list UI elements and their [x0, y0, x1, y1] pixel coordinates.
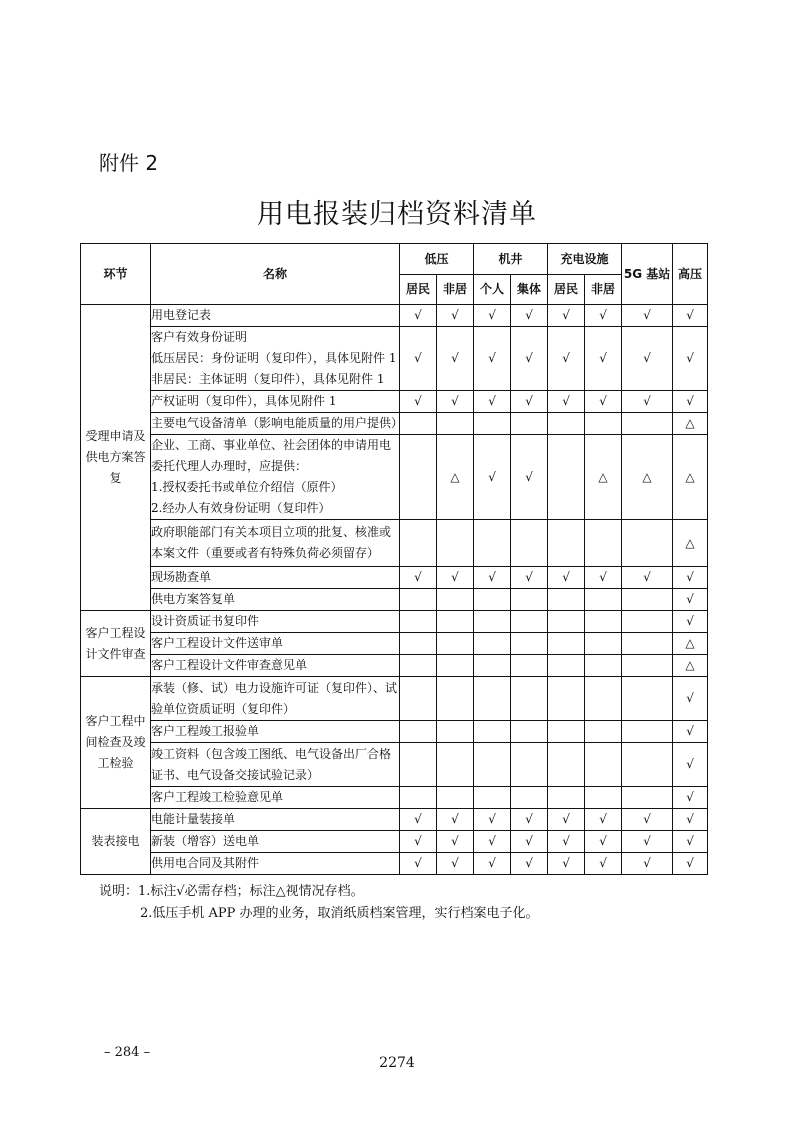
mark-cell: [622, 721, 673, 743]
mark-cell: √: [400, 831, 437, 853]
mark-cell: [548, 655, 585, 677]
item-name: 用电登记表: [151, 305, 400, 327]
mark-cell: [585, 677, 622, 721]
mark-cell: √: [437, 391, 474, 413]
mark-cell: √: [474, 305, 511, 327]
mark-cell: [622, 743, 673, 787]
table-row: [81, 567, 708, 589]
mark-cell: [474, 787, 511, 809]
table-row: [81, 787, 708, 809]
subheader-resident: 居民: [548, 275, 585, 305]
mark-cell: √: [474, 435, 511, 520]
mark-cell: √: [474, 567, 511, 589]
mark-cell: √: [474, 391, 511, 413]
mark-cell: √: [673, 831, 708, 853]
mark-cell: √: [622, 327, 673, 391]
mark-cell: [548, 677, 585, 721]
table-row: [81, 633, 708, 655]
mark-cell: √: [673, 677, 708, 721]
item-name: 企业、工商、事业单位、社会团体的申请用电委托代理人办理时，应提供： 1.授权委托书或单位介绍信（原件） 2.经办人有效身份证明（复印件）: [151, 435, 400, 520]
mark-cell: [548, 787, 585, 809]
mark-cell: [437, 743, 474, 787]
mark-cell: [548, 520, 585, 567]
mark-cell: √: [673, 391, 708, 413]
table-row: [81, 853, 708, 875]
mark-cell: [511, 743, 548, 787]
mark-cell: [585, 413, 622, 435]
mark-cell: √: [400, 809, 437, 831]
mark-cell: √: [511, 327, 548, 391]
mark-cell: △: [585, 435, 622, 520]
mark-cell: [474, 413, 511, 435]
mark-cell: √: [548, 391, 585, 413]
mark-cell: √: [585, 391, 622, 413]
mark-cell: √: [673, 743, 708, 787]
mark-cell: [622, 589, 673, 611]
mark-cell: [585, 589, 622, 611]
mark-cell: △: [622, 435, 673, 520]
table-row: [81, 413, 708, 435]
mark-cell: √: [622, 831, 673, 853]
section-cell: 客户工程中间检查及竣工检验: [81, 677, 151, 809]
mark-cell: [585, 633, 622, 655]
mark-cell: [474, 655, 511, 677]
subheader-individual: 个人: [474, 275, 511, 305]
table-row: [81, 743, 708, 787]
mark-cell: [548, 435, 585, 520]
table-row: [81, 327, 708, 391]
item-name: 电能计量装接单: [151, 809, 400, 831]
mark-cell: [585, 655, 622, 677]
mark-cell: √: [548, 305, 585, 327]
note-line-2: 2.低压手机 APP 办理的业务，取消纸质档案管理，实行档案电子化。: [140, 906, 539, 921]
mark-cell: △: [673, 435, 708, 520]
section-cell: 客户工程设计文件审查: [81, 611, 151, 677]
item-name: 供电方案答复单: [151, 589, 400, 611]
item-name: 现场勘查单: [151, 567, 400, 589]
mark-cell: [437, 589, 474, 611]
mark-cell: [622, 413, 673, 435]
mark-cell: [585, 520, 622, 567]
page-number-outer: 2274: [379, 1055, 415, 1071]
item-name: 客户工程设计文件审查意见单: [151, 655, 400, 677]
table-row: [81, 520, 708, 567]
table-row: [81, 721, 708, 743]
mark-cell: [511, 520, 548, 567]
mark-cell: √: [548, 831, 585, 853]
mark-cell: [400, 413, 437, 435]
mark-cell: [511, 677, 548, 721]
subheader-non-resident: 非居: [437, 275, 474, 305]
mark-cell: [437, 413, 474, 435]
mark-cell: △: [673, 520, 708, 567]
mark-cell: [548, 589, 585, 611]
item-name: 供用电合同及其附件: [151, 853, 400, 875]
mark-cell: √: [511, 435, 548, 520]
mark-cell: √: [548, 327, 585, 391]
mark-cell: √: [585, 831, 622, 853]
table-row: [81, 677, 708, 721]
mark-cell: √: [511, 391, 548, 413]
mark-cell: √: [673, 589, 708, 611]
table-row: [81, 831, 708, 853]
mark-cell: [622, 677, 673, 721]
header-group-5g: 5G 基站: [622, 244, 673, 305]
item-name: 新装（增容）送电单: [151, 831, 400, 853]
header-group-low-voltage: 低压: [400, 244, 474, 275]
mark-cell: √: [548, 853, 585, 875]
mark-cell: [511, 655, 548, 677]
mark-cell: [622, 633, 673, 655]
mark-cell: [511, 787, 548, 809]
mark-cell: √: [437, 567, 474, 589]
mark-cell: √: [400, 567, 437, 589]
archive-checklist-table: [80, 243, 708, 875]
mark-cell: △: [437, 435, 474, 520]
mark-cell: [400, 435, 437, 520]
table-row: [81, 655, 708, 677]
mark-cell: [437, 677, 474, 721]
mark-cell: [437, 655, 474, 677]
mark-cell: [622, 520, 673, 567]
mark-cell: √: [511, 305, 548, 327]
mark-cell: √: [673, 327, 708, 391]
item-name: 客户工程竣工报验单: [151, 721, 400, 743]
mark-cell: [511, 633, 548, 655]
header-group-charging: 充电设施: [548, 244, 622, 275]
mark-cell: [511, 413, 548, 435]
note-line-1: 说明：1.标注√必需存档；标注△视情况存档。: [99, 884, 364, 899]
table-row: [81, 809, 708, 831]
mark-cell: △: [673, 413, 708, 435]
mark-cell: √: [673, 305, 708, 327]
item-name: 承装（修、试）电力设施许可证（复印件）、试验单位资质证明（复印件）: [151, 677, 400, 721]
mark-cell: √: [437, 853, 474, 875]
mark-cell: √: [437, 327, 474, 391]
mark-cell: √: [474, 327, 511, 391]
mark-cell: √: [400, 853, 437, 875]
mark-cell: [548, 743, 585, 787]
mark-cell: [474, 677, 511, 721]
mark-cell: [474, 611, 511, 633]
item-name: 竣工资料（包含竣工图纸、电气设备出厂合格证书、电气设备交接试验记录）: [151, 743, 400, 787]
mark-cell: [400, 721, 437, 743]
section-cell: 受理申请及供电方案答复: [81, 305, 151, 611]
mark-cell: √: [548, 567, 585, 589]
mark-cell: √: [437, 305, 474, 327]
mark-cell: [585, 743, 622, 787]
table-row: [81, 589, 708, 611]
mark-cell: △: [673, 633, 708, 655]
mark-cell: √: [585, 567, 622, 589]
mark-cell: √: [622, 853, 673, 875]
mark-cell: √: [400, 391, 437, 413]
mark-cell: √: [585, 809, 622, 831]
mark-cell: [474, 721, 511, 743]
mark-cell: √: [622, 809, 673, 831]
mark-cell: √: [548, 809, 585, 831]
table-row: [81, 305, 708, 327]
mark-cell: √: [400, 327, 437, 391]
mark-cell: [585, 721, 622, 743]
mark-cell: [400, 655, 437, 677]
mark-cell: [400, 589, 437, 611]
mark-cell: √: [511, 831, 548, 853]
mark-cell: [622, 787, 673, 809]
header-group-well: 机井: [474, 244, 548, 275]
mark-cell: √: [622, 567, 673, 589]
mark-cell: [474, 743, 511, 787]
mark-cell: √: [511, 809, 548, 831]
mark-cell: [548, 633, 585, 655]
item-name: 客户工程设计文件送审单: [151, 633, 400, 655]
mark-cell: √: [673, 721, 708, 743]
item-name: 政府职能部门有关本项目立项的批复、核准或本案文件（重要或者有特殊负荷必须留存）: [151, 520, 400, 567]
mark-cell: △: [673, 655, 708, 677]
mark-cell: √: [673, 611, 708, 633]
mark-cell: [474, 633, 511, 655]
mark-cell: [400, 787, 437, 809]
mark-cell: [474, 520, 511, 567]
mark-cell: √: [400, 305, 437, 327]
mark-cell: [622, 655, 673, 677]
mark-cell: √: [673, 809, 708, 831]
item-name: 产权证明（复印件），具体见附件 1: [151, 391, 400, 413]
mark-cell: [400, 677, 437, 721]
mark-cell: [437, 611, 474, 633]
mark-cell: [585, 787, 622, 809]
mark-cell: [585, 611, 622, 633]
table-row: [81, 435, 708, 520]
mark-cell: [511, 721, 548, 743]
mark-cell: √: [511, 853, 548, 875]
item-name: 主要电气设备清单（影响电能质量的用户提供）: [151, 413, 400, 435]
mark-cell: √: [511, 567, 548, 589]
mark-cell: [400, 743, 437, 787]
mark-cell: [400, 611, 437, 633]
mark-cell: √: [437, 809, 474, 831]
mark-cell: [400, 520, 437, 567]
document-title: 用电报装归档资料清单: [257, 199, 537, 230]
page-number-inner: – 284 –: [104, 1045, 151, 1060]
header-group-high-voltage: 高压: [673, 244, 708, 305]
mark-cell: √: [673, 567, 708, 589]
mark-cell: [437, 633, 474, 655]
subheader-collective: 集体: [511, 275, 548, 305]
mark-cell: √: [474, 831, 511, 853]
mark-cell: [437, 721, 474, 743]
section-cell: 装表接电: [81, 809, 151, 875]
header-section: 环节: [81, 244, 151, 305]
mark-cell: √: [673, 853, 708, 875]
mark-cell: √: [585, 327, 622, 391]
mark-cell: √: [474, 809, 511, 831]
mark-cell: √: [437, 831, 474, 853]
table-row: [81, 611, 708, 633]
mark-cell: [474, 589, 511, 611]
item-name: 设计资质证书复印件: [151, 611, 400, 633]
mark-cell: [511, 589, 548, 611]
mark-cell: √: [585, 305, 622, 327]
mark-cell: √: [673, 787, 708, 809]
mark-cell: √: [474, 853, 511, 875]
subheader-resident: 居民: [400, 275, 437, 305]
mark-cell: √: [622, 305, 673, 327]
mark-cell: [548, 413, 585, 435]
mark-cell: [548, 611, 585, 633]
mark-cell: [400, 633, 437, 655]
table-row: [81, 391, 708, 413]
mark-cell: [511, 611, 548, 633]
attachment-label: 附件 2: [99, 151, 159, 175]
header-name: 名称: [151, 244, 400, 305]
mark-cell: √: [622, 391, 673, 413]
mark-cell: [622, 611, 673, 633]
item-name: 客户有效身份证明 低压居民：身份证明（复印件），具体见附件 1 非居民：主体证明（复印件），具体见附件 1: [151, 327, 400, 391]
subheader-non-resident: 非居: [585, 275, 622, 305]
mark-cell: [437, 787, 474, 809]
item-name: 客户工程竣工检验意见单: [151, 787, 400, 809]
mark-cell: [548, 721, 585, 743]
mark-cell: [437, 520, 474, 567]
mark-cell: √: [585, 853, 622, 875]
